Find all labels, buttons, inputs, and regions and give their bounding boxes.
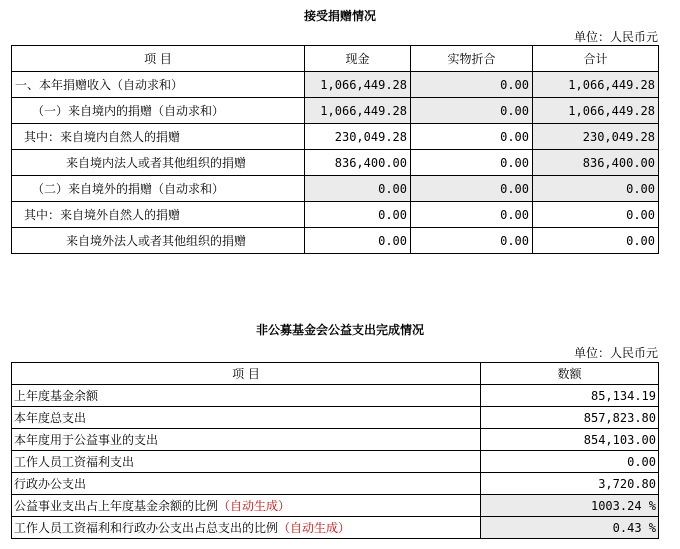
header-goods: 实物折合: [411, 46, 533, 72]
cash-cell[interactable]: 836,400.00: [305, 150, 411, 176]
total-cell: 230,049.28: [533, 124, 659, 150]
table-row: [12, 385, 659, 407]
row-label: 一、本年捐赠收入（自动求和）: [12, 72, 305, 98]
donation-title: 接受捐赠情况: [303, 9, 376, 23]
row-label: 其中：来自境内自然人的捐赠: [12, 124, 305, 150]
total-cell: 0.00: [533, 176, 659, 202]
row-label: 来自境内法人或者其他组织的捐赠: [12, 150, 305, 176]
goods-cell[interactable]: 0.00: [411, 124, 533, 150]
cash-cell: 0.00: [305, 176, 411, 202]
donation-unit: 单位：人民币元: [573, 30, 658, 44]
table-header-row: [12, 46, 659, 72]
row-label: （一）来自境内的捐赠（自动求和）: [12, 98, 305, 124]
welfare-title: 非公募基金会公益支出完成情况: [255, 323, 424, 337]
ratio-label: 公益事业支出占上年度基金余额的比例: [14, 499, 219, 513]
cash-cell: 1,066,449.28: [305, 72, 411, 98]
amount-cell: 1003.24 %: [481, 495, 659, 517]
auto-generated-note: （自动生成）: [218, 499, 291, 513]
goods-cell: 0.00: [411, 98, 533, 124]
amount-cell[interactable]: 857,823.80: [481, 407, 659, 429]
donation-table: [11, 45, 659, 254]
goods-cell[interactable]: 0.00: [411, 150, 533, 176]
amount-cell[interactable]: 3,720.80: [481, 473, 659, 495]
amount-cell: 0.43 %: [481, 517, 659, 539]
header-amount: 数额: [481, 363, 659, 385]
cash-cell: 1,066,449.28: [305, 98, 411, 124]
ratio-label: 工作人员工资福利和行政办公支出占总支出的比例: [14, 521, 279, 535]
total-cell: 0.00: [533, 202, 659, 228]
row-label: [12, 495, 481, 517]
total-cell: 836,400.00: [533, 150, 659, 176]
table-row: [12, 98, 659, 124]
table-row: [12, 176, 659, 202]
table-row: [12, 451, 659, 473]
amount-cell[interactable]: 0.00: [481, 451, 659, 473]
goods-cell: 0.00: [411, 176, 533, 202]
total-cell: 1,066,449.28: [533, 72, 659, 98]
header-cash: 现金: [305, 46, 411, 72]
table-row: [12, 228, 659, 254]
header-total: 合计: [533, 46, 659, 72]
amount-cell[interactable]: 854,103.00: [481, 429, 659, 451]
goods-cell: 0.00: [411, 72, 533, 98]
row-label: 来自境外法人或者其他组织的捐赠: [12, 228, 305, 254]
row-label: 其中：来自境外自然人的捐赠: [12, 202, 305, 228]
table-row: [12, 124, 659, 150]
amount-cell[interactable]: 85,134.19: [481, 385, 659, 407]
table-header-row: [12, 363, 659, 385]
table-row: [12, 473, 659, 495]
table-row: [12, 150, 659, 176]
welfare-table: [11, 362, 659, 539]
total-cell: 1,066,449.28: [533, 98, 659, 124]
welfare-unit: 单位：人民币元: [573, 346, 658, 360]
row-label: 本年度用于公益事业的支出: [12, 429, 481, 451]
table-row: [12, 407, 659, 429]
table-row: [12, 429, 659, 451]
header-item: 项 目: [12, 363, 481, 385]
cash-cell[interactable]: 0.00: [305, 202, 411, 228]
header-item: 项 目: [12, 46, 305, 72]
goods-cell[interactable]: 0.00: [411, 202, 533, 228]
row-label: 行政办公支出: [12, 473, 481, 495]
row-label: 工作人员工资福利支出: [12, 451, 481, 473]
row-label: （二）来自境外的捐赠（自动求和）: [12, 176, 305, 202]
goods-cell[interactable]: 0.00: [411, 228, 533, 254]
cash-cell[interactable]: 0.00: [305, 228, 411, 254]
table-row: [12, 202, 659, 228]
cash-cell[interactable]: 230,049.28: [305, 124, 411, 150]
table-row: [12, 72, 659, 98]
total-cell: 0.00: [533, 228, 659, 254]
table-row: [12, 517, 659, 539]
row-label: 上年度基金余额: [12, 385, 481, 407]
row-label: 本年度总支出: [12, 407, 481, 429]
auto-generated-note: （自动生成）: [278, 521, 351, 535]
table-row: [12, 495, 659, 517]
row-label: [12, 517, 481, 539]
